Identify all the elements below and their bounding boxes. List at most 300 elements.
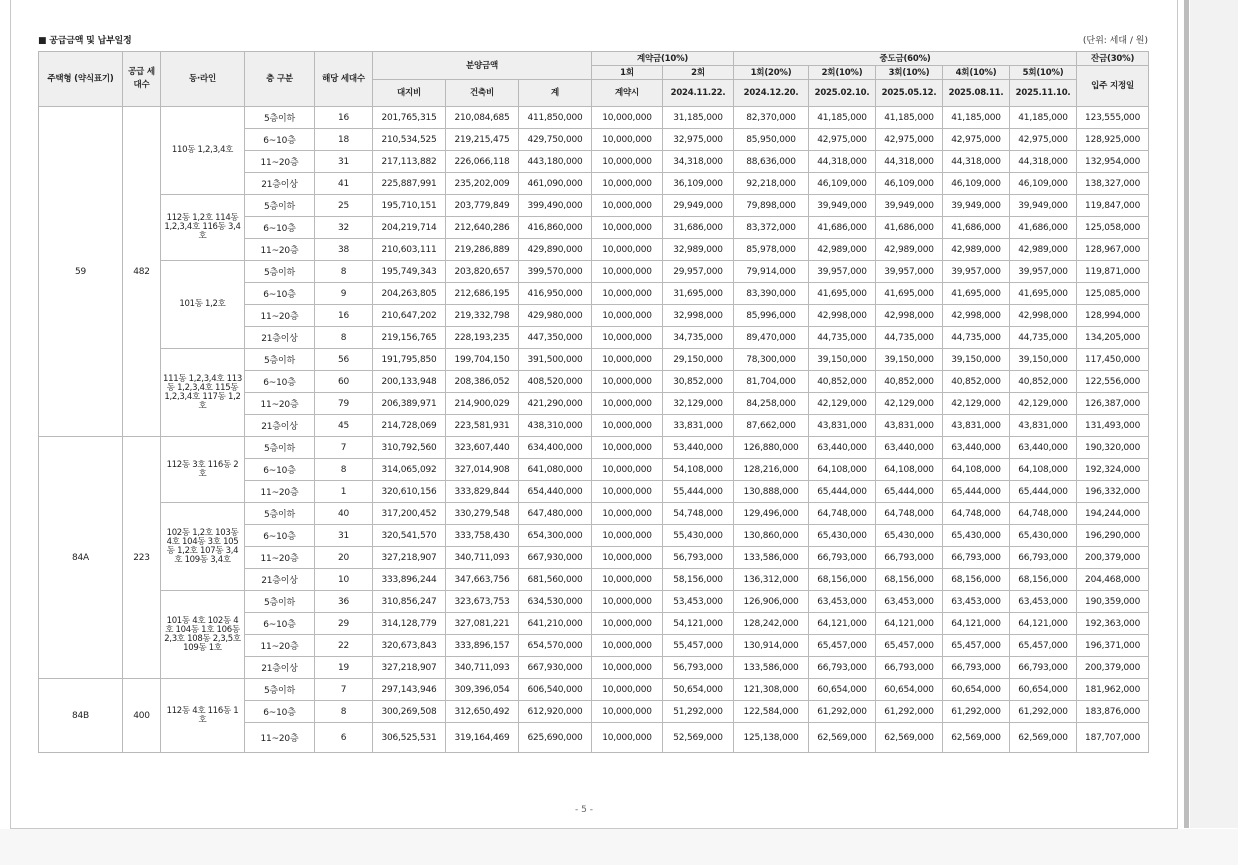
table-cell: 204,219,714	[373, 217, 446, 239]
table-cell: 340,711,093	[446, 547, 519, 569]
table-cell: 128,216,000	[734, 459, 809, 481]
table-cell: 5층이하	[245, 437, 315, 459]
table-cell: 10,000,000	[592, 481, 663, 503]
table-cell: 183,876,000	[1077, 701, 1149, 723]
supply-count-cell: 482	[123, 107, 161, 437]
table-cell: 60,654,000	[809, 679, 876, 701]
table-cell: 667,930,000	[519, 547, 592, 569]
table-cell: 121,308,000	[734, 679, 809, 701]
table-cell: 42,998,000	[876, 305, 943, 327]
table-cell: 63,453,000	[1010, 591, 1077, 613]
table-cell: 32,129,000	[663, 393, 734, 415]
table-cell: 327,081,221	[446, 613, 519, 635]
table-cell: 10,000,000	[592, 547, 663, 569]
table-cell: 62,569,000	[1010, 723, 1077, 753]
table-cell: 40,852,000	[1010, 371, 1077, 393]
table-cell: 130,914,000	[734, 635, 809, 657]
table-cell: 39,150,000	[809, 349, 876, 371]
table-cell: 31,695,000	[663, 283, 734, 305]
table-cell: 10,000,000	[592, 129, 663, 151]
table-cell: 89,470,000	[734, 327, 809, 349]
table-cell: 43,831,000	[809, 415, 876, 437]
table-cell: 42,989,000	[943, 239, 1010, 261]
table-cell: 7	[315, 437, 373, 459]
table-cell: 44,318,000	[1010, 151, 1077, 173]
table-cell: 39,949,000	[1010, 195, 1077, 217]
table-cell: 42,129,000	[809, 393, 876, 415]
table-cell: 429,980,000	[519, 305, 592, 327]
table-cell: 214,900,029	[446, 393, 519, 415]
table-cell: 32	[315, 217, 373, 239]
table-cell: 225,887,991	[373, 173, 446, 195]
header-interim-5-date: 2025.11.10.	[1010, 80, 1077, 107]
table-cell: 10,000,000	[592, 569, 663, 591]
table-cell: 634,530,000	[519, 591, 592, 613]
table-cell: 56,793,000	[663, 657, 734, 679]
table-cell: 29,957,000	[663, 261, 734, 283]
table-cell: 87,662,000	[734, 415, 809, 437]
table-cell: 39,150,000	[876, 349, 943, 371]
table-cell: 42,998,000	[943, 305, 1010, 327]
table-cell: 39,957,000	[943, 261, 1010, 283]
table-cell: 83,390,000	[734, 283, 809, 305]
table-cell: 128,967,000	[1077, 239, 1149, 261]
table-cell: 204,263,805	[373, 283, 446, 305]
table-cell: 10,000,000	[592, 261, 663, 283]
table-cell: 54,748,000	[663, 503, 734, 525]
building-line-cell: 112동 4호 116동 1호	[161, 679, 245, 753]
table-cell: 421,290,000	[519, 393, 592, 415]
header-interim-3: 3회(10%)	[876, 66, 943, 80]
table-cell: 200,133,948	[373, 371, 446, 393]
table-cell: 36	[315, 591, 373, 613]
table-cell: 79,898,000	[734, 195, 809, 217]
table-cell: 60,654,000	[1010, 679, 1077, 701]
table-cell: 122,584,000	[734, 701, 809, 723]
table-cell: 46,109,000	[809, 173, 876, 195]
table-cell: 654,570,000	[519, 635, 592, 657]
table-cell: 31	[315, 151, 373, 173]
header-deposit-1: 1회	[592, 66, 663, 80]
table-cell: 416,950,000	[519, 283, 592, 305]
table-cell: 10,000,000	[592, 239, 663, 261]
table-cell: 64,748,000	[1010, 503, 1077, 525]
table-cell: 61,292,000	[1010, 701, 1077, 723]
table-cell: 32,989,000	[663, 239, 734, 261]
table-cell: 44,735,000	[943, 327, 1010, 349]
table-cell: 31,686,000	[663, 217, 734, 239]
table-cell: 438,310,000	[519, 415, 592, 437]
table-cell: 11~20층	[245, 635, 315, 657]
table-cell: 210,603,111	[373, 239, 446, 261]
table-cell: 126,906,000	[734, 591, 809, 613]
table-cell: 41,185,000	[1010, 107, 1077, 129]
table-cell: 63,440,000	[876, 437, 943, 459]
table-cell: 68,156,000	[943, 569, 1010, 591]
building-line-cell: 110동 1,2,3,4호	[161, 107, 245, 195]
table-cell: 40,852,000	[809, 371, 876, 393]
table-cell: 219,286,889	[446, 239, 519, 261]
table-cell: 54,108,000	[663, 459, 734, 481]
table-cell: 199,704,150	[446, 349, 519, 371]
viewer-scrollbar[interactable]	[1184, 0, 1189, 828]
table-cell: 226,066,118	[446, 151, 519, 173]
table-cell: 21층이상	[245, 415, 315, 437]
table-cell: 130,888,000	[734, 481, 809, 503]
table-cell: 416,860,000	[519, 217, 592, 239]
table-cell: 63,453,000	[876, 591, 943, 613]
table-cell: 130,860,000	[734, 525, 809, 547]
table-row	[39, 195, 1149, 217]
table-cell: 317,200,452	[373, 503, 446, 525]
table-cell: 122,556,000	[1077, 371, 1149, 393]
table-cell: 10,000,000	[592, 305, 663, 327]
table-cell: 10,000,000	[592, 723, 663, 753]
table-cell: 53,440,000	[663, 437, 734, 459]
table-cell: 126,880,000	[734, 437, 809, 459]
table-cell: 5층이하	[245, 261, 315, 283]
table-cell: 10,000,000	[592, 613, 663, 635]
table-cell: 51,292,000	[663, 701, 734, 723]
table-cell: 41,695,000	[809, 283, 876, 305]
table-cell: 39,150,000	[943, 349, 1010, 371]
table-cell: 68,156,000	[1010, 569, 1077, 591]
table-cell: 10,000,000	[592, 371, 663, 393]
header-balance: 잔금(30%)	[1077, 52, 1149, 66]
table-cell: 6~10층	[245, 525, 315, 547]
table-cell: 654,440,000	[519, 481, 592, 503]
header-building: 건축비	[446, 80, 519, 107]
table-cell: 10,000,000	[592, 393, 663, 415]
header-interim-2-date: 2025.02.10.	[809, 80, 876, 107]
table-cell: 88,636,000	[734, 151, 809, 173]
table-cell: 10,000,000	[592, 525, 663, 547]
table-cell: 312,650,492	[446, 701, 519, 723]
table-cell: 41,686,000	[876, 217, 943, 239]
table-cell: 83,372,000	[734, 217, 809, 239]
table-cell: 42,975,000	[809, 129, 876, 151]
house-type-cell: 84B	[39, 679, 123, 753]
table-cell: 65,444,000	[809, 481, 876, 503]
table-cell: 79	[315, 393, 373, 415]
table-cell: 314,128,779	[373, 613, 446, 635]
table-cell: 11~20층	[245, 239, 315, 261]
table-cell: 125,138,000	[734, 723, 809, 753]
table-cell: 204,468,000	[1077, 569, 1149, 591]
table-cell: 309,396,054	[446, 679, 519, 701]
table-cell: 7	[315, 679, 373, 701]
building-line-cell: 111동 1,2,3,4호 113동 1,2,3,4호 115동 1,2,3,4호 117동 1,2호	[161, 349, 245, 437]
table-cell: 65,444,000	[876, 481, 943, 503]
table-cell: 10,000,000	[592, 437, 663, 459]
table-cell: 119,871,000	[1077, 261, 1149, 283]
table-cell: 123,555,000	[1077, 107, 1149, 129]
table-cell: 65,457,000	[1010, 635, 1077, 657]
table-cell: 64,748,000	[809, 503, 876, 525]
table-cell: 60	[315, 371, 373, 393]
table-cell: 33,831,000	[663, 415, 734, 437]
table-cell: 129,496,000	[734, 503, 809, 525]
table-cell: 192,363,000	[1077, 613, 1149, 635]
table-cell: 320,610,156	[373, 481, 446, 503]
building-line-cell: 112동 1,2호 114동 1,2,3,4호 116동 3,4호	[161, 195, 245, 261]
table-cell: 64,121,000	[943, 613, 1010, 635]
house-type-cell: 84A	[39, 437, 123, 679]
table-cell: 39,949,000	[943, 195, 1010, 217]
table-cell: 654,300,000	[519, 525, 592, 547]
table-cell: 126,387,000	[1077, 393, 1149, 415]
table-cell: 625,690,000	[519, 723, 592, 753]
table-cell: 40,852,000	[943, 371, 1010, 393]
table-cell: 131,493,000	[1077, 415, 1149, 437]
table-cell: 44,318,000	[809, 151, 876, 173]
table-cell: 65,444,000	[943, 481, 1010, 503]
table-cell: 5층이하	[245, 591, 315, 613]
table-cell: 61,292,000	[809, 701, 876, 723]
table-cell: 41,185,000	[876, 107, 943, 129]
table-cell: 64,108,000	[876, 459, 943, 481]
table-cell: 41,695,000	[1010, 283, 1077, 305]
table-cell: 34,735,000	[663, 327, 734, 349]
table-cell: 62,569,000	[943, 723, 1010, 753]
table-cell: 5층이하	[245, 679, 315, 701]
table-cell: 64,121,000	[876, 613, 943, 635]
supply-count-cell: 400	[123, 679, 161, 753]
table-cell: 408,520,000	[519, 371, 592, 393]
table-cell: 63,440,000	[809, 437, 876, 459]
table-cell: 41,695,000	[943, 283, 1010, 305]
table-cell: 9	[315, 283, 373, 305]
table-cell: 11~20층	[245, 481, 315, 503]
table-cell: 681,560,000	[519, 569, 592, 591]
table-cell: 210,647,202	[373, 305, 446, 327]
table-cell: 32,975,000	[663, 129, 734, 151]
table-cell: 128,242,000	[734, 613, 809, 635]
table-cell: 85,950,000	[734, 129, 809, 151]
table-cell: 10,000,000	[592, 327, 663, 349]
table-cell: 92,218,000	[734, 173, 809, 195]
table-cell: 10,000,000	[592, 459, 663, 481]
table-cell: 41,686,000	[809, 217, 876, 239]
table-cell: 320,541,570	[373, 525, 446, 547]
table-cell: 10,000,000	[592, 657, 663, 679]
table-cell: 60,654,000	[943, 679, 1010, 701]
table-cell: 10,000,000	[592, 415, 663, 437]
table-cell: 66,793,000	[943, 547, 1010, 569]
table-cell: 447,350,000	[519, 327, 592, 349]
table-cell: 641,080,000	[519, 459, 592, 481]
table-cell: 1	[315, 481, 373, 503]
table-cell: 46,109,000	[943, 173, 1010, 195]
table-cell: 61,292,000	[943, 701, 1010, 723]
table-cell: 196,371,000	[1077, 635, 1149, 657]
table-cell: 44,735,000	[876, 327, 943, 349]
supply-price-table	[38, 51, 1149, 753]
table-cell: 235,202,009	[446, 173, 519, 195]
table-cell: 219,215,475	[446, 129, 519, 151]
table-cell: 203,779,849	[446, 195, 519, 217]
table-cell: 411,850,000	[519, 107, 592, 129]
table-cell: 65,444,000	[1010, 481, 1077, 503]
table-cell: 330,279,548	[446, 503, 519, 525]
header-interim-4: 4회(10%)	[943, 66, 1010, 80]
table-cell: 8	[315, 701, 373, 723]
table-cell: 203,820,657	[446, 261, 519, 283]
table-cell: 56,793,000	[663, 547, 734, 569]
table-cell: 340,711,093	[446, 657, 519, 679]
building-line-cell: 101동 1,2호	[161, 261, 245, 349]
table-cell: 212,686,195	[446, 283, 519, 305]
house-type-cell: 59	[39, 107, 123, 437]
table-cell: 347,663,756	[446, 569, 519, 591]
table-cell: 81,704,000	[734, 371, 809, 393]
table-cell: 52,569,000	[663, 723, 734, 753]
table-cell: 206,389,971	[373, 393, 446, 415]
table-cell: 58,156,000	[663, 569, 734, 591]
table-cell: 44,735,000	[1010, 327, 1077, 349]
table-cell: 5층이하	[245, 349, 315, 371]
table-cell: 55,430,000	[663, 525, 734, 547]
table-cell: 44,735,000	[809, 327, 876, 349]
table-cell: 56	[315, 349, 373, 371]
table-row	[39, 437, 1149, 459]
table-cell: 181,962,000	[1077, 679, 1149, 701]
table-cell: 228,193,235	[446, 327, 519, 349]
table-cell: 10,000,000	[592, 679, 663, 701]
table-cell: 78,300,000	[734, 349, 809, 371]
table-cell: 66,793,000	[809, 657, 876, 679]
table-cell: 11~20층	[245, 151, 315, 173]
table-cell: 10	[315, 569, 373, 591]
table-cell: 333,896,244	[373, 569, 446, 591]
table-cell: 5층이하	[245, 195, 315, 217]
table-cell: 132,954,000	[1077, 151, 1149, 173]
table-cell: 6~10층	[245, 283, 315, 305]
table-cell: 60,654,000	[876, 679, 943, 701]
header-interim-3-date: 2025.05.12.	[876, 80, 943, 107]
table-cell: 39,957,000	[876, 261, 943, 283]
table-cell: 53,453,000	[663, 591, 734, 613]
table-cell: 6~10층	[245, 371, 315, 393]
table-cell: 399,490,000	[519, 195, 592, 217]
header-sale-price: 분양금액	[373, 52, 592, 80]
table-cell: 62,569,000	[809, 723, 876, 753]
table-cell: 16	[315, 305, 373, 327]
table-cell: 10,000,000	[592, 283, 663, 305]
table-cell: 208,386,052	[446, 371, 519, 393]
table-cell: 79,914,000	[734, 261, 809, 283]
table-cell: 333,758,430	[446, 525, 519, 547]
table-cell: 641,210,000	[519, 613, 592, 635]
table-cell: 634,400,000	[519, 437, 592, 459]
table-cell: 65,457,000	[876, 635, 943, 657]
table-cell: 323,673,753	[446, 591, 519, 613]
table-cell: 210,084,685	[446, 107, 519, 129]
table-cell: 5층이하	[245, 107, 315, 129]
building-line-cell: 112동 3호 116동 2호	[161, 437, 245, 503]
table-cell: 42,129,000	[943, 393, 1010, 415]
table-cell: 429,750,000	[519, 129, 592, 151]
table-cell: 42,975,000	[1010, 129, 1077, 151]
building-line-cell: 102동 1,2호 103동 4호 104동 3호 105동 1,2호 107동 3,4호 109동 3,4호	[161, 503, 245, 591]
table-cell: 20	[315, 547, 373, 569]
table-cell: 64,108,000	[943, 459, 1010, 481]
table-cell: 29,150,000	[663, 349, 734, 371]
table-cell: 63,453,000	[943, 591, 1010, 613]
table-cell: 461,090,000	[519, 173, 592, 195]
table-cell: 32,998,000	[663, 305, 734, 327]
table-cell: 19	[315, 657, 373, 679]
table-cell: 297,143,946	[373, 679, 446, 701]
table-cell: 64,748,000	[943, 503, 1010, 525]
table-cell: 41,695,000	[876, 283, 943, 305]
table-cell: 29,949,000	[663, 195, 734, 217]
table-cell: 217,113,882	[373, 151, 446, 173]
table-cell: 333,829,844	[446, 481, 519, 503]
header-land: 대지비	[373, 80, 446, 107]
table-cell: 31	[315, 525, 373, 547]
table-cell: 11~20층	[245, 393, 315, 415]
header-interim: 중도금(60%)	[734, 52, 1077, 66]
table-cell: 65,430,000	[1010, 525, 1077, 547]
table-cell: 300,269,508	[373, 701, 446, 723]
table-cell: 219,156,765	[373, 327, 446, 349]
table-cell: 6~10층	[245, 217, 315, 239]
table-cell: 42,998,000	[809, 305, 876, 327]
table-cell: 39,957,000	[1010, 261, 1077, 283]
table-cell: 6~10층	[245, 701, 315, 723]
table-cell: 327,014,908	[446, 459, 519, 481]
table-cell: 10,000,000	[592, 701, 663, 723]
table-cell: 82,370,000	[734, 107, 809, 129]
table-cell: 187,707,000	[1077, 723, 1149, 753]
table-cell: 68,156,000	[809, 569, 876, 591]
table-cell: 63,440,000	[1010, 437, 1077, 459]
table-cell: 85,996,000	[734, 305, 809, 327]
table-cell: 21층이상	[245, 569, 315, 591]
table-row	[39, 349, 1149, 371]
table-cell: 42,998,000	[1010, 305, 1077, 327]
table-cell: 10,000,000	[592, 173, 663, 195]
table-cell: 38	[315, 239, 373, 261]
table-cell: 64,121,000	[809, 613, 876, 635]
table-cell: 191,795,850	[373, 349, 446, 371]
header-building-line: 동·라인	[161, 52, 245, 107]
table-cell: 310,856,247	[373, 591, 446, 613]
table-cell: 11~20층	[245, 723, 315, 753]
table-cell: 41,185,000	[943, 107, 1010, 129]
table-cell: 196,332,000	[1077, 481, 1149, 503]
table-cell: 65,430,000	[809, 525, 876, 547]
table-cell: 210,534,525	[373, 129, 446, 151]
table-cell: 10,000,000	[592, 635, 663, 657]
unit-note: (단위: 세대 / 원)	[1082, 36, 1148, 46]
table-cell: 61,292,000	[876, 701, 943, 723]
table-cell: 10,000,000	[592, 195, 663, 217]
table-cell: 11~20층	[245, 305, 315, 327]
table-cell: 41	[315, 173, 373, 195]
table-cell: 40	[315, 503, 373, 525]
table-cell: 136,312,000	[734, 569, 809, 591]
table-row	[39, 261, 1149, 283]
header-deposit: 계약금(10%)	[592, 52, 734, 66]
building-line-cell: 101동 4호 102동 4호 104동 1호 106동 2,3호 108동 2,3,5호 109동 1호	[161, 591, 245, 679]
table-cell: 194,244,000	[1077, 503, 1149, 525]
table-cell: 201,765,315	[373, 107, 446, 129]
table-cell: 195,710,151	[373, 195, 446, 217]
table-cell: 65,457,000	[809, 635, 876, 657]
table-cell: 134,205,000	[1077, 327, 1149, 349]
